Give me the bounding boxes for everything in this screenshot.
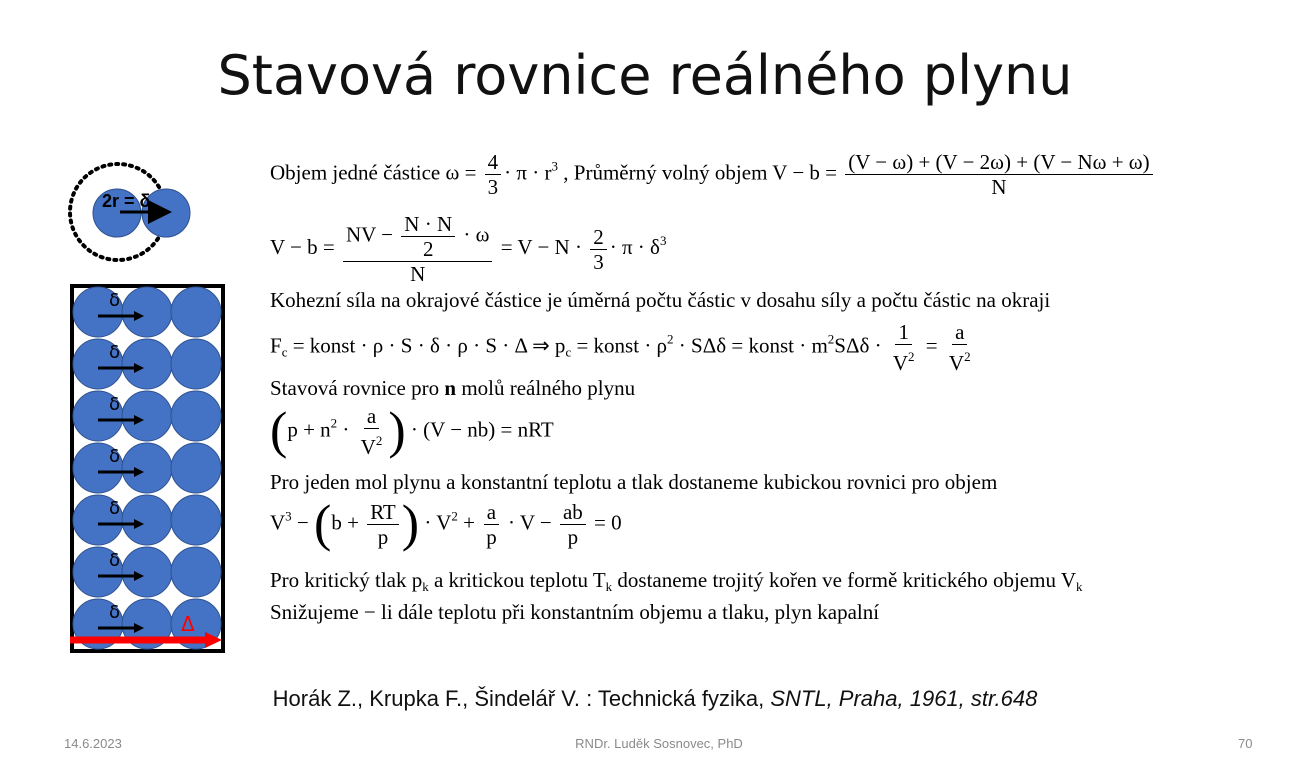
particle-circle — [122, 443, 172, 493]
delta-label: δ — [109, 446, 121, 467]
delta-label: δ — [109, 290, 121, 311]
eq-line-6: ($p + n^2$ · $\frac{a}{V^2}$ ) · (V − nb) = nRT — [270, 402, 554, 460]
eq-line-9: Pro kritický tlak $p_k$ a kritickou teplotu $T_k$ dostaneme trojitý kořen ve formě kritického objemu $V_k$ — [270, 568, 1083, 594]
big-delta-label: Δ — [181, 612, 195, 636]
footer-page: 70 — [1238, 736, 1253, 751]
particle-circle — [122, 495, 172, 545]
particle-circle — [171, 339, 221, 389]
particle-grid — [73, 287, 221, 649]
eq-line-8: $V^3 - (b$ + $\frac{RT}{p}$ ) · $V^2$ + $\frac{a}{p}$ · V − $\frac{ab}{p}$ = 0 — [270, 495, 622, 553]
eq-line-10: Snižujeme − li dále teplotu při konstantním objemu a tlaku, plyn kapalní — [270, 600, 880, 624]
reference-italic: SNTL, Praha, 1961, str.648 — [770, 686, 1038, 711]
particle-circle — [171, 495, 221, 545]
reference-main: Horák Z., Krupka F., Šindelář V. : Technická fyzika, — [272, 686, 771, 711]
particle-circle — [122, 287, 172, 337]
delta-label: δ — [109, 498, 121, 519]
delta-label: δ — [109, 602, 121, 623]
particle-circle — [122, 339, 172, 389]
pair-label: 2r = δ — [102, 191, 151, 211]
eq-line-5: Stavová rovnice pro n molů reálného plynu — [270, 376, 636, 400]
eq-line-3: Kohezní síla na okrajové částice je úměrná počtu částic v dosahu síly a počtu částic na okraji — [270, 288, 1051, 312]
eq-line-4: $F_c$ = konst · ρ · S · δ · ρ · S · Δ ⇒ $p_c$ = konst · $\rho^2 \cdot S\Delta\delta$ = konst · $m^2S\Delta\delta$ · $\frac{1}{V^2}$ = $\frac{a}{V^2}$ — [270, 320, 971, 375]
delta-label: δ — [109, 342, 121, 363]
footer-author: RNDr. Luděk Sosnovec, PhD — [575, 736, 743, 751]
particle-circle — [171, 443, 221, 493]
reference — [0, 686, 1290, 712]
delta-label: δ — [109, 394, 121, 415]
eq-line-7: Pro jeden mol plynu a konstantní teplotu a tlak dostaneme kubickou rovnici pro objem — [270, 470, 998, 494]
footer-date: 14.6.2023 — [64, 736, 122, 751]
particle-circle — [171, 287, 221, 337]
particle-circle — [171, 547, 221, 597]
particle-diagram — [0, 0, 260, 680]
delta-label: δ — [109, 550, 121, 571]
eq-line-2: V − b = NV − $\frac{N \cdot N}{2}$ · ω N = V − N · $\frac{2}{3}$ · $\pi \cdot \delta^3$ — [270, 212, 667, 286]
slide-title: Stavová rovnice reálného plynu — [217, 44, 1073, 107]
particle-circle — [171, 391, 221, 441]
particle-circle — [122, 391, 172, 441]
particle-circle — [122, 547, 172, 597]
eq-line-1: Objem jedné částice ω = $\frac{4}{3}$ · $\pi \cdot r^3$ , Průměrný volný objem V − b = $\frac{(V - \omega) + (V - 2\omega) + (V - N\omega + \omega)}{N}$ — [270, 150, 1156, 199]
